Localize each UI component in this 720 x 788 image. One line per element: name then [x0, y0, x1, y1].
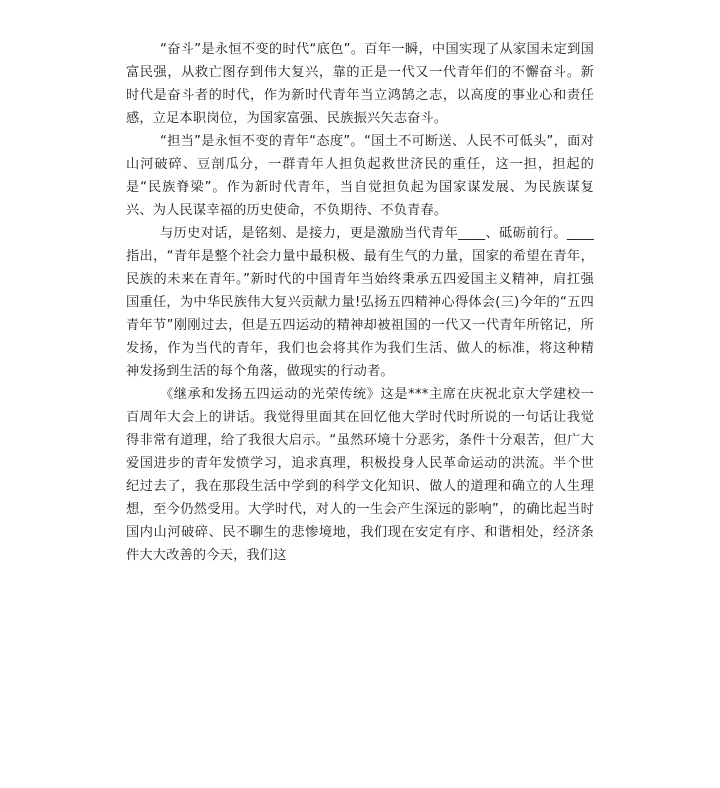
paragraph-striving: “奋斗”是永恒不变的时代“底色”。百年一瞬，中国实现了从家国未定到国富民强，从救亡图存到伟大复兴，靠的正是一代又一代青年们的不懈奋斗。新时代是奋斗者的时代，作为新时代青年当立鸿鹄之志，以高度的事业心和责任感，立足本职岗位，为国家富强、民族振兴矢志奋斗。: [126, 42, 594, 126]
document-body: [126, 39, 594, 568]
paragraph-history-dialogue: 与历史对话，是铭刻、是接力，更是激励当代青年____、砥砺前行。____指出，“青年是整个社会力量中最积极、最有生气的力量，国家的希望在青年，民族的未来在青年。”新时代的中国青年当始终秉承五四爱国主义精神，肩扛强国重任，为中华民族伟大复兴贡献力量!弘扬五四精神心得体会(三)今年的“五四青年节”刚刚过去，但是五四运动的精神却被祖国的一代又一代青年所铭记，所发扬，作为当代的青年，我们也会将其作为我们生活、做人的标准，将这种精神发扬到生活的每个角落，做现实的行动者。: [126, 226, 594, 379]
paragraph-responsibility: “担当”是永恒不变的青年“态度”。“国土不可断送、人民不可低头”，面对山河破碎、豆剖瓜分，一群青年人担负起救世济民的重任，这一担，担起的是“民族脊梁”。作为新时代青年，当自觉担负起为国家谋发展、为民族谋复兴、为人民谋幸福的历史使命，不负期待、不负青春。: [126, 134, 594, 218]
paragraph-may-fourth-speech: 《继承和发扬五四运动的光荣传统》这是***主席在庆祝北京大学建校一百周年大会上的讲话。我觉得里面其在回忆他大学时代时所说的一句话让我觉得非常有道理，给了我很大启示。“虽然环境十分恶劣，条件十分艰苦，但广大爱国进步的青年发愤学习，追求真理，积极投身人民革命运动的洪流。半个世纪过去了，我在那段生活中学到的科学文化知识、做人的道理和确立的人生理想，至今仍然受用。大学时代，对人的一生会产生深远的影响”，的确比起当时国内山河破碎、民不聊生的悲惨境地，我们现在安定有序、和谐相处，经济条件大大改善的今天，我们这: [126, 387, 594, 563]
